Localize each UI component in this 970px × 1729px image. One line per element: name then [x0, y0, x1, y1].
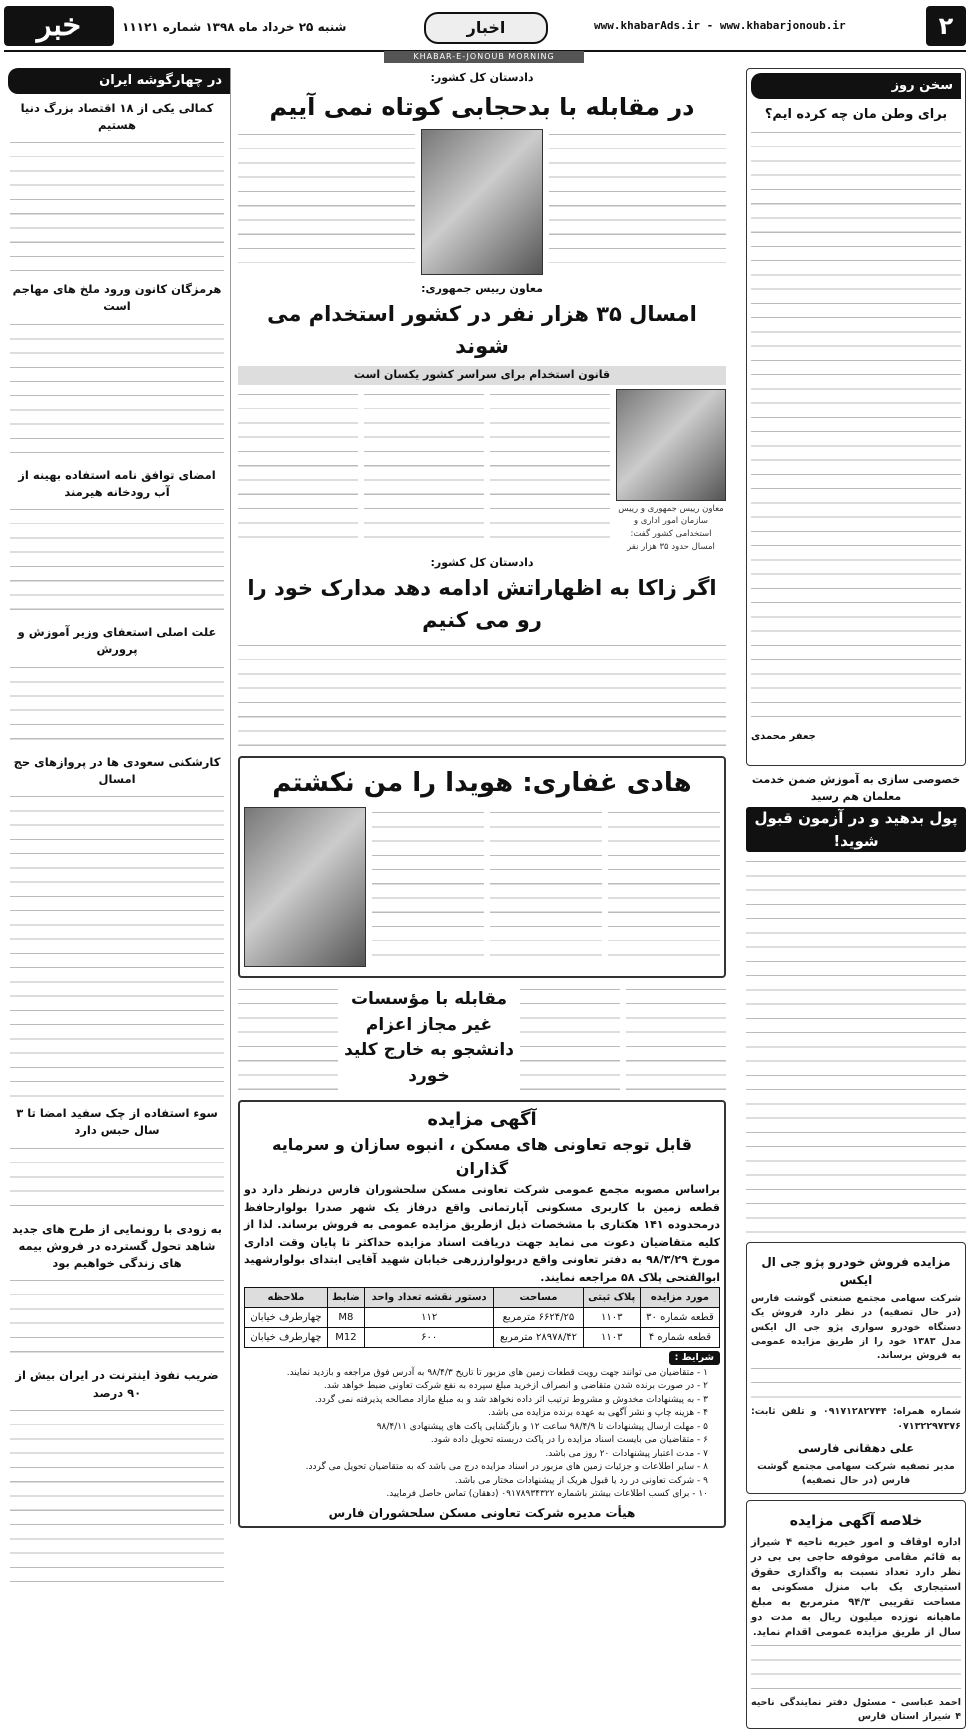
story1-photo — [421, 129, 543, 275]
ad-table — [244, 1287, 720, 1348]
editorial-body — [751, 127, 961, 727]
list-item: ۳ - به پیشنهادات مخدوش و مشروط ترتیب اثر داده نخواهد شد و به مبلغ مازاد مصالحه پذیرفته نمی گردد. — [244, 1394, 708, 1408]
news-item-title: سوء استفاده از چک سفید امضا تا ۳ سال حبس دارد — [10, 1105, 224, 1140]
editorial-box — [746, 68, 966, 766]
summary-auction-ad — [746, 1500, 966, 1729]
story3-kicker: دادستان کل کشور: — [238, 555, 726, 572]
middle-column — [238, 68, 726, 1524]
summary-auction-title: خلاصه آگهی مزایده — [751, 1511, 961, 1532]
ad-title: آگهی مزایده — [244, 1106, 720, 1133]
ad-table-header: ملاحظه — [245, 1287, 328, 1307]
summary-auction-sign: احمد عباسی - مسئول دفتر نمایندگی ناحیه ۴ شیراز استان فارس — [751, 1696, 961, 1725]
news-item-title: کمالی یکی از ۱۸ اقتصاد بزرگ دنیا هستیم — [10, 100, 224, 135]
list-item: ۶ - متقاضیان می بایست اسناد مزایده را در پاکت دربسته تحویل داده شود. — [244, 1434, 708, 1448]
list-item: ۹ - شرکت تعاونی در رد یا قبول هریک از پیشنهادات مختار می باشد. — [244, 1475, 708, 1489]
newspaper-page — [4, 4, 966, 1524]
list-item: ۵ - مهلت ارسال پیشنهادات تا ۹۸/۴/۹ ساعت ۱۲ و بازگشایی پاکت های پیشنهادی ۹۸/۴/۱۱ — [244, 1421, 708, 1435]
ad-signoff: هیأت مدیره شرکت تعاونی مسکن سلحشوران فارس — [244, 1504, 720, 1522]
ad-body: براساس مصوبه مجمع عمومی شرکت تعاونی مسکن سلحشوران فارس درنظر دارد دو قطعه زمین با کاربری مسکونی آپارتمانی واقع درفاز یک شهر صدرا بولوارحافظ درمحدوده ۱۴۱ هکتاری با مشخصات ذیل ازطریق مزایده عمومی به فروش برساند. لذا از کلیه متقاضیان دعوت می نماید جهت دریافت اسناد مزایده حداکثر تا پایان وقت اداری مورخ ۹۸/۳/۲۹ به دفتر تعاونی واقع دربولوارزرهی خیابان شهید آقایی ابتدای بولوارشهید ابوالفتحی پلاک ۵۸ مراجعه نمایند. — [244, 1181, 720, 1287]
car-auction-phone: شماره همراه: ۰۹۱۷۱۲۸۲۷۴۴ و تلفن ثابت: ۰۷۱۳۲۲۹۷۳۷۶ — [751, 1405, 961, 1434]
ad-subtitle: قابل توجه تعاونی های مسکن ، انبوه سازان و سرمایه گذاران — [244, 1133, 720, 1181]
story4-box — [238, 756, 726, 978]
car-auction-person: علی دهقانی فارسی — [751, 1440, 961, 1457]
story2-caption: معاون رییس جمهوری و رییس سازمان امور اداری و استخدامی کشور گفت: امسال حدود ۳۵ هزار نفر — [616, 501, 726, 556]
story-headline: پول بدهید و در آزمون قبول شوید! — [746, 807, 966, 852]
car-auction-title: مزایده فروش خودرو پژو جی ال ایکس — [751, 1253, 961, 1289]
story1-body — [238, 129, 726, 275]
issue-date: شنبه ۲۵ خرداد ماه ۱۳۹۸ شماره ۱۱۱۲۱ — [122, 18, 346, 36]
news-item-title: علت اصلی استعفای وزیر آموزش و پرورش — [10, 624, 224, 659]
left-column-head: در چهارگوشه ایران — [8, 68, 230, 94]
land-auction-ad — [238, 1100, 726, 1528]
ad-table-header: مساحت — [494, 1287, 583, 1307]
summary-auction-body: اداره اوقاف و امور خیریه ناحیه ۴ شیراز به قائم مقامی موقوفه حاجی بی بی در نظر دارد تعداد نسبت به واگذاری حقوق استیجاری یک باب منزل مسکونی به مساحت تقریبی ۹۴/۳ مترمربع به مبلغ ماهیانه نوزده میلیون ریال به مدت دو سال از طریق مزایده عمومی اقدام نماید. — [751, 1535, 961, 1640]
ad-conditions — [244, 1367, 708, 1502]
website-urls: www.khabarAds.ir - www.khabarjonoub.ir — [594, 18, 846, 35]
right-column — [746, 68, 966, 1524]
news-item-title: هرمزگان کانون ورود ملخ های مهاجم است — [10, 281, 224, 316]
car-auction-body: شرکت سهامی مجتمع صنعتی گوشت فارس (در حال تصفیه) در نظر دارد فروش یک دستگاه خودرو سواری پژو جی ال ایکس مدل ۱۳۸۳ خود را از طریق مزایده عمومی به فروش برساند. — [751, 1292, 961, 1363]
news-item-title: ضریب نفوذ اینترنت در ایران بیش از ۹۰ درصد — [10, 1367, 224, 1402]
editorial-author: جعفر محمدی — [751, 729, 961, 744]
list-item: ۷ - مدت اعتبار پیشنهادات ۲۰ روز می باشد. — [244, 1448, 708, 1462]
story4-headline: هادی غفاری: هویدا را من نکشتم — [244, 764, 720, 803]
list-item: ۱۰ - برای کسب اطلاعات بیشتر باشماره ۰۹۱۷۸۹۳۴۳۲۲ (دهقان) تماس حاصل فرمایید. — [244, 1488, 708, 1502]
story-kicker: خصوصی سازی به آموزش ضمن خدمت معلمان هم رسید — [746, 772, 966, 805]
story2-headline: امسال ۳۵ هزار نفر در کشور استخدام می شوند — [238, 299, 726, 362]
left-column — [4, 68, 231, 1524]
newspaper-logo: خبر — [4, 6, 114, 46]
ad-conditions-title: شرایط : — [669, 1351, 720, 1365]
story5-headline: مقابله با مؤسسات غیر مجاز اعزام دانشجو به خارج کلید خورد — [344, 987, 514, 1089]
masthead-subtitle: KHABAR-E-JONOUB MORNING NEWSPAPER — [384, 51, 584, 63]
story2-photo — [616, 389, 726, 501]
ad-table-header: مورد مزایده — [640, 1287, 719, 1307]
news-item-title: به زودی با رونمایی از طرح های جدید شاهد تحول گسترده در فروش بیمه های زندگی خواهیم بود — [10, 1221, 224, 1273]
story1-kicker: دادستان کل کشور: — [238, 70, 726, 87]
story3-headline: اگر زاکا به اظهاراتش ادامه دهد مدارک خود را رو می کنیم — [238, 573, 726, 636]
list-item: ۱ - متقاضیان می توانند جهت رویت قطعات زمین های مزبور تا تاریخ ۹۸/۴/۳ به آدرس فوق مراجعه و بازدید نمایند. — [244, 1367, 708, 1381]
summary-auction-details — [751, 1640, 961, 1696]
editorial-column-head: سخن روز — [751, 73, 961, 99]
ad-table-header: ضابط — [327, 1287, 364, 1307]
story2-body — [238, 389, 726, 549]
list-item: ۲ - در صورت برنده شدن متقاضی و انصراف ازخرید مبلغ سپرده به نفع شرکت تعاونی ضبط خواهد شد. — [244, 1380, 708, 1394]
table-row: قطعه شماره ۳۰ ۱۱۰۳ ۶۶۲۴/۲۵ مترمربع ۱۱۲ M8 چهارطرف خیابان — [245, 1307, 720, 1327]
story2-subhead: قانون استخدام برای سراسر کشور یکسان است — [238, 366, 726, 385]
table-row: قطعه شماره ۴ ۱۱۰۳ ۲۸۹۷۸/۴۲ مترمربع ۶۰۰ M12 چهارطرف خیابان — [245, 1327, 720, 1347]
car-auction-ad — [746, 1242, 966, 1494]
car-auction-details — [751, 1363, 961, 1405]
ad-table-header: دستور نقشه تعداد واحد — [364, 1287, 493, 1307]
story1-headline: در مقابله با بدحجابی کوتاه نمی آییم — [238, 89, 726, 125]
section-title: اخبار — [424, 12, 548, 44]
news-item-title: کارشکنی سعودی ها در پروازهای حج امسال — [10, 754, 224, 789]
story5 — [238, 984, 726, 1094]
news-item-title: امضای توافق نامه استفاده بهینه از آب رودخانه هیرمند — [10, 467, 224, 502]
story4-photo — [244, 807, 366, 967]
page-number: ۲ — [926, 6, 966, 46]
car-auction-org: مدیر تصفیه شرکت سهامی مجتمع گوشت فارس (در حال تصفیه) — [751, 1460, 961, 1489]
ad-table-header: پلاک ثبتی — [583, 1287, 640, 1307]
list-item: ۴ - هزینه چاپ و نشر آگهی به عهده برنده مزایده می باشد. — [244, 1407, 708, 1421]
list-item: ۸ - سایر اطلاعات و جزئیات زمین های مزبور در اسناد مزایده درج می باشد که به متقاضیان تحویل می گردد. — [244, 1461, 708, 1475]
story3-body — [238, 640, 726, 750]
editorial-title: برای وطن مان چه کرده ایم؟ — [751, 105, 961, 125]
masthead — [4, 4, 966, 52]
story2-kicker: معاون رییس جمهوری: — [238, 281, 726, 298]
story-body — [746, 856, 966, 1236]
